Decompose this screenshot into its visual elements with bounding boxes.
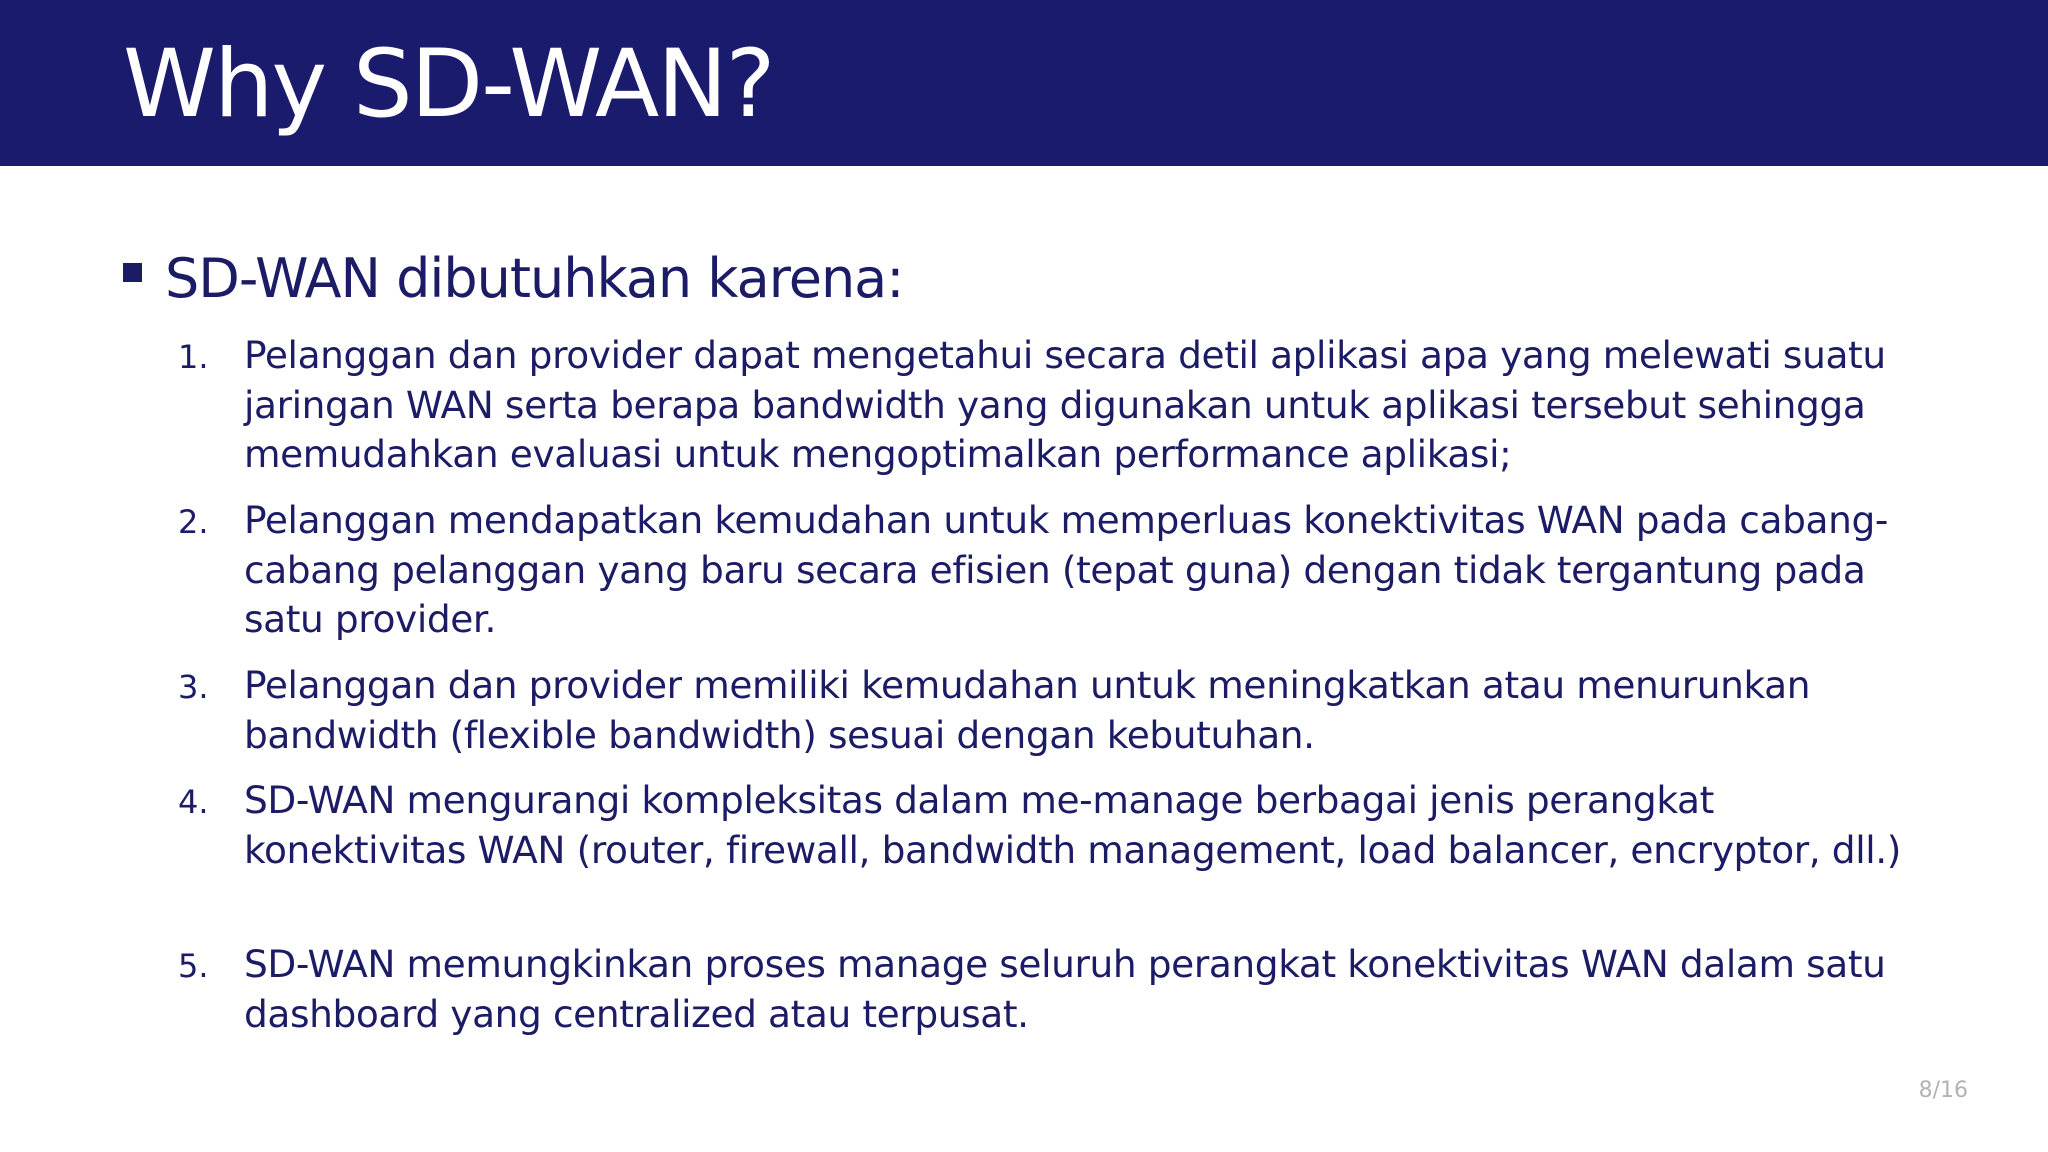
list-item-number: 1. xyxy=(178,338,209,376)
square-bullet-icon xyxy=(123,263,142,282)
list-item-number: 5. xyxy=(178,947,209,985)
section-heading: SD-WAN dibutuhkan karena: xyxy=(165,247,904,310)
slide-title: Why SD-WAN? xyxy=(123,30,774,139)
page-number: 8/16 xyxy=(1918,1078,1968,1103)
list-item-text: SD-WAN mengurangi kompleksitas dalam me-manage berbagai jenis perangkat konektivitas WAN (router, firewall, bandwidth management, load balancer, encryptor, dll.) xyxy=(244,778,1901,872)
list-item-number: 4. xyxy=(178,783,209,821)
list-item-text: SD-WAN memungkinkan proses manage seluruh perangkat konektivitas WAN dalam satu dashboard yang centralized atau terpusat. xyxy=(244,942,1886,1036)
list-item-number: 2. xyxy=(178,503,209,541)
list-item-number: 3. xyxy=(178,668,209,706)
list-item-text: Pelanggan dan provider memiliki kemudahan untuk meningkatkan atau menurunkan bandwidth (flexible bandwidth) sesuai dengan kebutuhan. xyxy=(244,663,1811,757)
list-item-text: Pelanggan dan provider dapat mengetahui secara detil aplikasi apa yang melewati suatu jaringan WAN serta berapa bandwidth yang digunakan untuk aplikasi tersebut sehingga memudahkan evaluasi untuk mengoptimalkan performance aplikasi; xyxy=(244,333,1886,476)
list-item-text: Pelanggan mendapatkan kemudahan untuk memperluas konektivitas WAN pada cabang-cabang pelanggan yang baru secara efisien (tepat guna) dengan tidak tergantung pada satu provider. xyxy=(244,498,1888,641)
